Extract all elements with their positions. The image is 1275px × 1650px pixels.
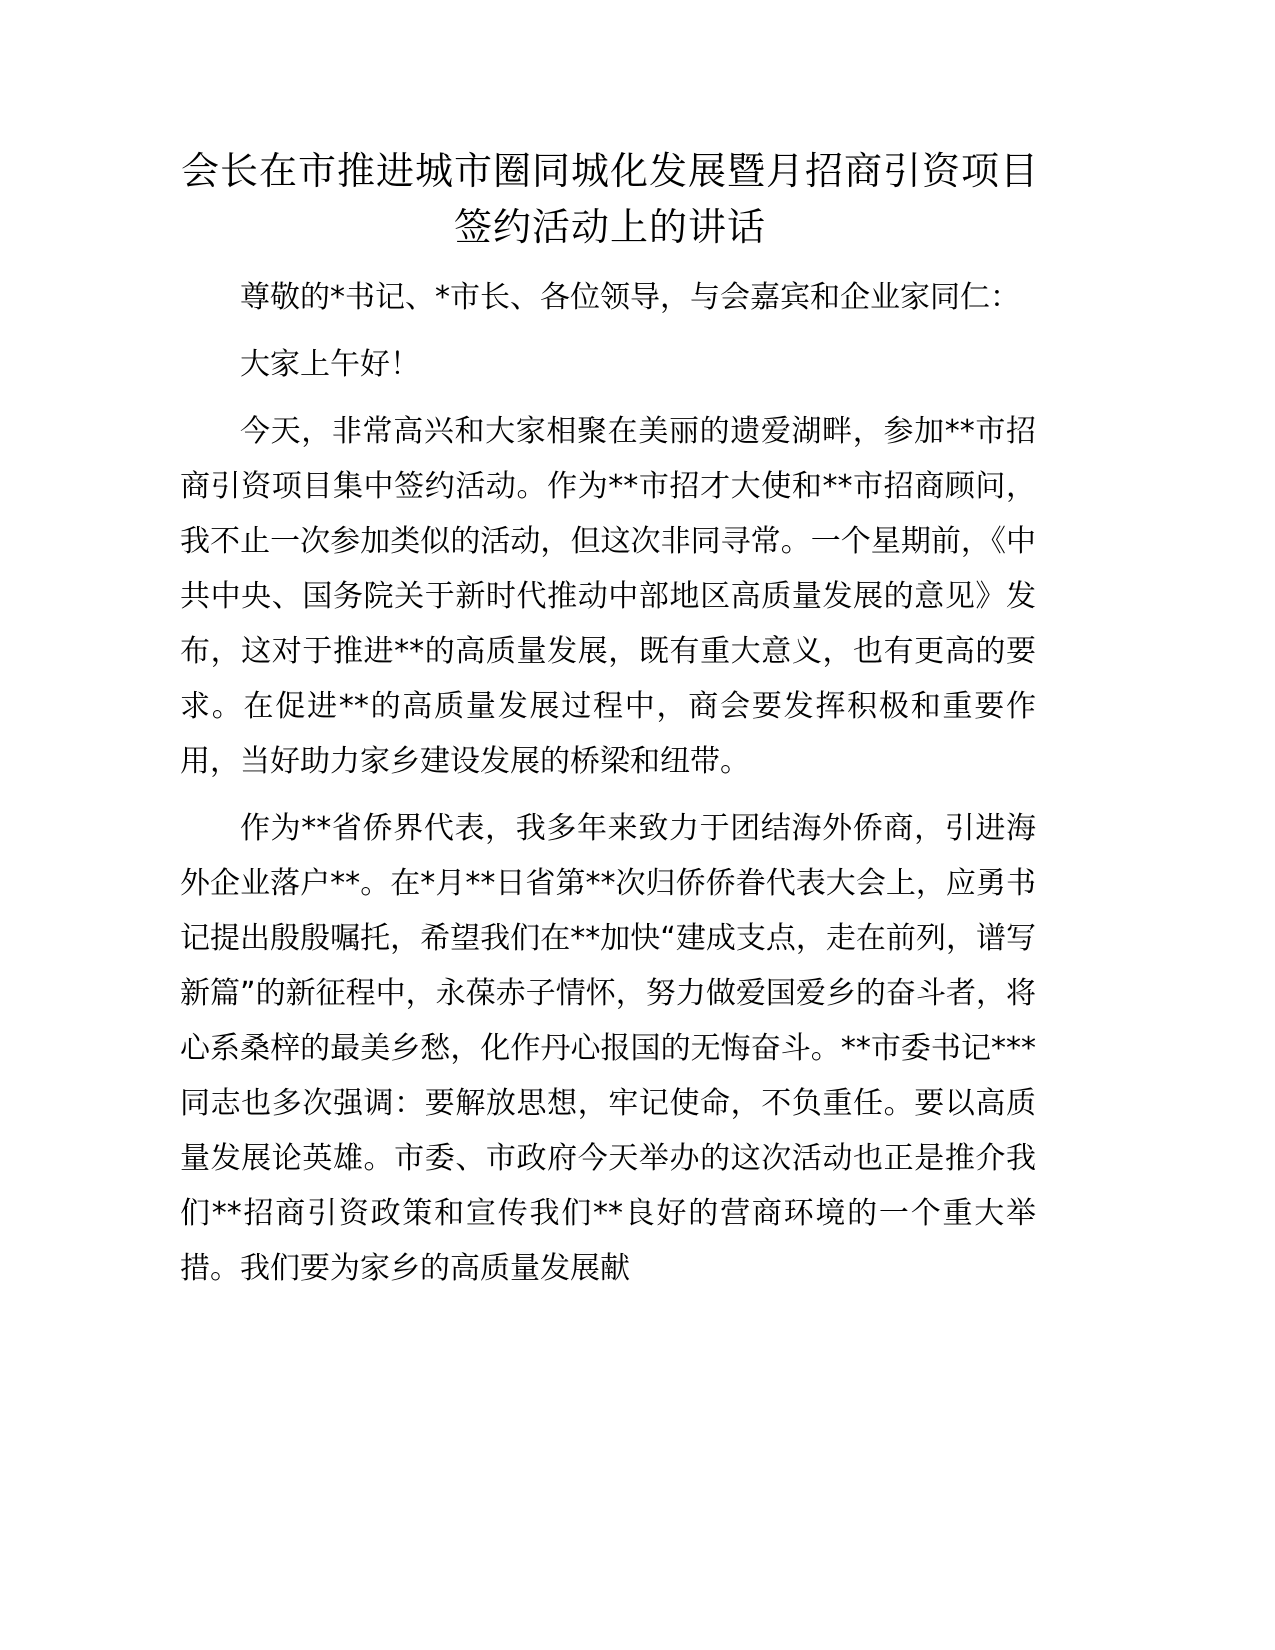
greeting-paragraph: 大家上午好！ [240,347,420,382]
document-body [180,270,1036,1308]
body-paragraph: 作为**省侨界代表，我多年来致力于团结海外侨商，引进海外企业落户**。在*月**日省第**次归侨侨眷代表大会上，应勇书记提出殷殷嘱托，希望我们在**加快“建成支点，走在前列，谱写新篇”的新征程中，永葆赤子情怀，努力做爱国爱乡的奋斗者，将心系桑梓的最美乡愁，化作丹心报国的无悔奋斗。**市委书记***同志也多次强调：要解放思想，牢记使命，不负重任。要以高质量发展论英雄。市委、市政府今天举办的这次活动也正是推介我们**招商引资政策和宣传我们**良好的营商环境的一个重大举措。我们要为家乡的高质量发展献 [180,811,1036,1286]
salutation-paragraph: 尊敬的*书记、*市长、各位领导，与会嘉宾和企业家同仁： [240,280,1020,315]
document-title: 会长在市推进城市圈同城化发展暨月招商引资项目签约活动上的讲话 [180,149,1039,249]
body-paragraph: 今天，非常高兴和大家相聚在美丽的遗爱湖畔，参加**市招商引资项目集中签约活动。作为**市招才大使和**市招商顾问，我不止一次参加类似的活动，但这次非同寻常。一个星期前，《中共中央、国务院关于新时代推动中部地区高质量发展的意见》发布，这对于推进**的高质量发展，既有重大意义，也有更高的要求。在促进**的高质量发展过程中，商会要发挥积极和重要作用，当好助力家乡建设发展的桥梁和纽带。 [180,414,1036,779]
